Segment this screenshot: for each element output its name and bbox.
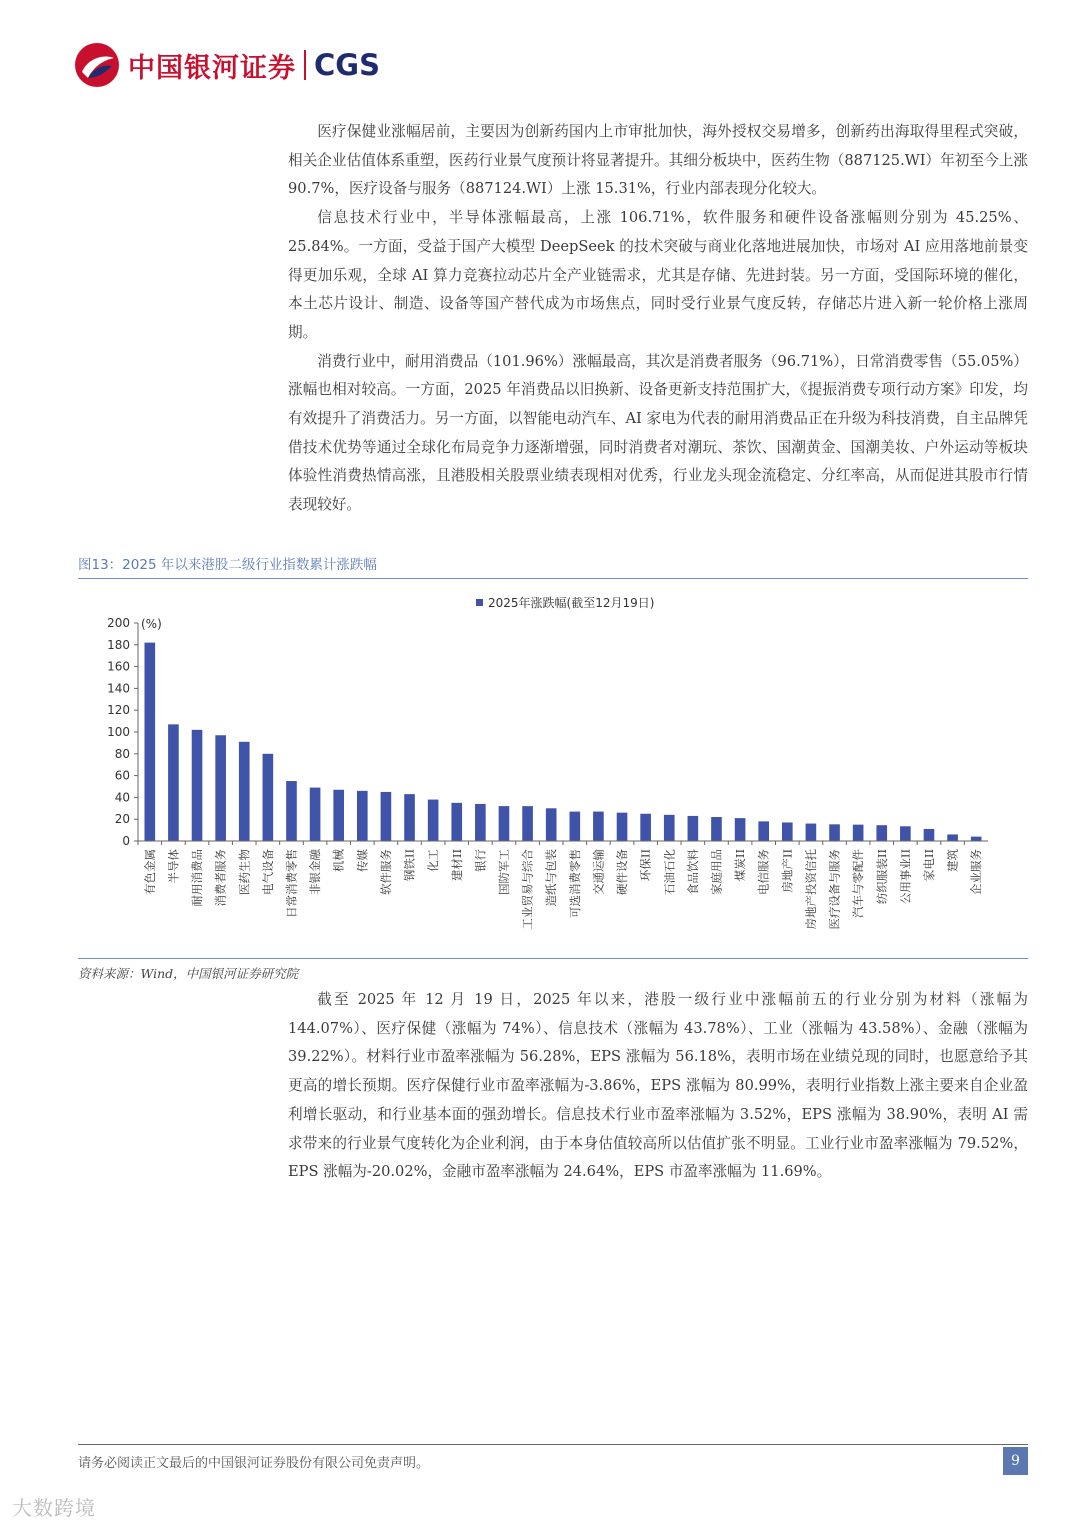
bar-19 — [593, 812, 604, 841]
bar-30 — [853, 825, 864, 841]
bar-8 — [333, 790, 344, 841]
x-tick-label: 银行 — [473, 849, 488, 872]
y-tick-label: 0 — [122, 834, 130, 848]
y-tick-label: 40 — [114, 790, 130, 805]
bar-33 — [924, 829, 935, 841]
y-tick-label: 160 — [107, 659, 130, 674]
bar-2 — [192, 730, 203, 841]
bar-13 — [451, 803, 462, 841]
bar-29 — [829, 824, 840, 841]
footer-rule — [78, 1444, 1028, 1445]
y-tick-label: 120 — [107, 703, 130, 718]
x-tick-label: 公用事业II — [898, 849, 913, 905]
bar-23 — [688, 816, 699, 841]
x-tick-label: 半导体 — [166, 849, 181, 884]
x-axis — [138, 841, 988, 930]
x-tick-label: 建材II — [449, 849, 464, 882]
x-tick-label: 可选消费零售 — [567, 849, 582, 918]
x-tick-label: 纺织服装II — [874, 849, 889, 905]
bar-4 — [239, 742, 250, 841]
bar-16 — [522, 806, 533, 841]
x-tick-label: 非银金融 — [308, 849, 323, 895]
bar-32 — [900, 826, 911, 841]
bar-20 — [617, 813, 628, 841]
bar-7 — [310, 788, 321, 841]
x-tick-label: 日常消费零售 — [284, 849, 299, 918]
x-tick-label: 家电II — [921, 849, 936, 882]
legend-label: 2025年涨跌幅(截至12月19日) — [488, 596, 655, 610]
y-tick-label: 20 — [114, 812, 130, 827]
x-tick-label: 房地产II — [780, 849, 795, 893]
brand-separator — [304, 50, 306, 80]
y-tick-label: 80 — [114, 746, 130, 761]
bar-1 — [168, 724, 179, 841]
x-tick-label: 企业服务 — [969, 849, 984, 895]
bar-14 — [475, 804, 486, 841]
bar-11 — [404, 794, 415, 841]
y-axis — [107, 616, 138, 848]
x-tick-label: 化工 — [426, 849, 441, 872]
x-tick-label: 电信服务 — [756, 849, 771, 895]
x-tick-label: 耐用消费品 — [190, 849, 205, 907]
bar-10 — [381, 792, 392, 841]
bar-26 — [758, 821, 769, 841]
x-tick-label: 煤炭II — [733, 849, 748, 882]
figure-bottom-rule — [78, 958, 1028, 959]
bar-0 — [144, 643, 155, 841]
bar-3 — [215, 735, 226, 841]
bar-31 — [876, 825, 887, 841]
x-tick-label: 医药生物 — [237, 849, 252, 895]
bars — [144, 643, 981, 841]
x-tick-label: 国防军工 — [496, 849, 511, 895]
x-tick-label: 传媒 — [355, 849, 370, 872]
brand-name-en: CGS — [314, 48, 380, 82]
y-tick-label: 100 — [107, 725, 130, 739]
paragraph-healthcare: 医疗保健业涨幅居前，主要因为创新药国内上市审批加快，海外授权交易增多，创新药出海取得里程式突破，相关企业估值体系重塑，医药行业景气度预计将显著提升。其细分板块中，医药生物（887125.WI）年初至今上涨 90.7%，医疗设备与服务（887124.WI）上涨 15.31%，行业内部表现分化较大。 — [288, 123, 1028, 198]
x-tick-label: 电气设备 — [260, 849, 275, 895]
bar-21 — [640, 814, 651, 841]
x-tick-label: 建筑 — [945, 849, 960, 872]
figure-title: 图13：2025 年以来港股二级行业指数累计涨跌幅 — [78, 557, 377, 573]
page-number: 9 — [1003, 1447, 1028, 1475]
body-paragraphs — [288, 118, 1028, 520]
figure-source: 资料来源：Wind，中国银河证券研究院 — [78, 966, 299, 981]
x-tick-label: 软件服务 — [378, 849, 393, 895]
figure-top-rule — [78, 578, 1028, 579]
x-tick-label: 硬件设备 — [615, 849, 630, 895]
brand-name-cn: 中国银河证券 — [128, 52, 296, 84]
x-tick-label: 汽车与零配件 — [851, 849, 866, 918]
paragraph-consumer: 消费行业中，耐用消费品（101.96%）涨幅最高，其次是消费者服务（96.71%），日常消费零售（55.05%）涨幅也相对较高。一方面，2025 年消费品以旧换新、设备更新支持范围扩大，《提振消费专项行动方案》印发，均有效提升了消费活力。另一方面，以智能电动汽车、AI 家电为代表的耐用消费品正在升级为科技消费，自主品牌凭借技术优势等通过全球化布局竞争力逐渐增强，同时消费者对潮玩、茶饮、国潮黄金、国潮美妆、户外运动等板块体验性消费热情高涨，且港股相关股票业绩表现相对优秀，行业龙头现金流稳定、分红率高，从而促进其股市行情表现较好。 — [288, 352, 1028, 514]
bar-6 — [286, 781, 297, 841]
bar-chart — [78, 585, 1028, 955]
bar-5 — [263, 754, 274, 841]
bar-24 — [711, 817, 722, 841]
watermark-text: 大数跨境 — [12, 1496, 96, 1520]
bar-25 — [735, 818, 746, 841]
x-tick-label: 有色金属 — [142, 849, 157, 895]
bar-28 — [806, 824, 817, 841]
x-tick-label: 交通运输 — [591, 849, 606, 895]
x-tick-label: 家庭用品 — [709, 849, 724, 895]
x-tick-label: 机械 — [331, 849, 346, 872]
x-tick-label: 食品饮料 — [685, 849, 700, 895]
bar-18 — [569, 812, 580, 841]
footer-disclaimer: 请务必阅读正文最后的中国银河证券股份有限公司免责声明。 — [78, 1456, 430, 1471]
y-tick-label: 180 — [107, 637, 130, 652]
paragraph-summary: 截至 2025 年 12 月 19 日，2025 年以来，港股一级行业中涨幅前五的行业分别为材料（涨幅为 144.07%）、医疗保健（涨幅为 74%）、信息技术（涨幅为 43.78%）、工业（涨幅为 43.58%）、金融（涨幅为 39.22%）。材料行业市盈率涨幅为 56.28%，EPS 涨幅为 56.18%，表明市场在业绩兑现的同时，也愿意给予其更高的增长预期。医疗保健行业市盈率涨幅为-3.86%，EPS 涨幅为 80.99%，表明行业指数上涨主要来自企业盈利增长驱动，和行业基本面的强劲增长。信息技术行业市盈率涨幅为 3.52%，EPS 涨幅为 38.90%，表明 AI 需求带来的行业景气度转化为企业利润，由于本身估值较高所以估值扩张不明显。工业行业市盈率涨幅为 79.52%，EPS 涨幅为-20.02%，金融市盈率涨幅为 24.64%，EPS 市盈率涨幅为 11.69%。 — [288, 991, 1028, 1181]
x-tick-label: 房地产投资信托 — [803, 849, 818, 930]
x-tick-label: 钢铁II — [402, 849, 417, 882]
header — [74, 40, 380, 90]
bar-15 — [499, 806, 510, 841]
bar-34 — [947, 834, 958, 841]
bar-22 — [664, 815, 675, 841]
bar-17 — [546, 808, 557, 841]
bar-9 — [357, 791, 368, 841]
y-tick-label: 140 — [107, 681, 130, 696]
x-tick-label: 环保II — [638, 849, 653, 882]
body-paragraph-after — [288, 986, 1028, 1187]
cgs-logo-icon — [74, 42, 120, 88]
bar-27 — [782, 822, 793, 841]
y-axis-unit: (%) — [141, 617, 162, 631]
x-tick-label: 工业贸易与综合 — [520, 849, 535, 930]
paragraph-it: 信息技术行业中，半导体涨幅最高，上涨 106.71%，软件服务和硬件设备涨幅则分别为 45.25%、25.84%。一方面，受益于国产大模型 DeepSeek 的技术突破与商业化落地进展加快，市场对 AI 应用落地前景变得更加乐观，全球 AI 算力竞赛拉动芯片全产业链需求，尤其是存储、先进封装。另一方面，受国际环境的催化，本土芯片设计、制造、设备等国产替代成为市场焦点，同时受行业景气度反转，存储芯片进入新一轮价格上涨周期。 — [288, 209, 1028, 341]
y-tick-label: 200 — [107, 616, 130, 630]
x-tick-label: 石油石化 — [662, 849, 677, 895]
x-tick-label: 消费者服务 — [213, 849, 228, 907]
x-tick-label: 造纸与包装 — [544, 849, 559, 907]
x-tick-label: 医疗设备与服务 — [827, 849, 842, 930]
bar-35 — [971, 837, 982, 841]
y-tick-label: 60 — [114, 768, 130, 783]
legend-swatch — [476, 599, 483, 606]
bar-12 — [428, 800, 439, 841]
